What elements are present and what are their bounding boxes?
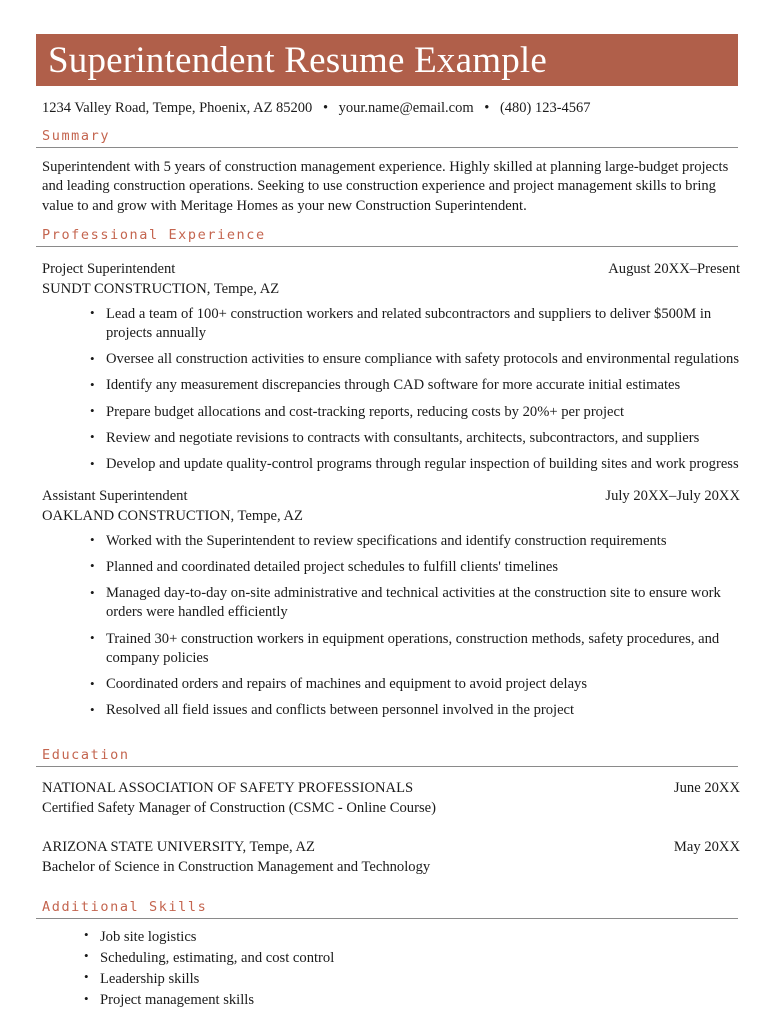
education-entry [42, 779, 740, 818]
experience-entry [42, 487, 740, 720]
skills-list-wrapper [36, 927, 738, 1011]
job-bullet-list [42, 305, 740, 475]
contact-address: 1234 Valley Road, Tempe, Phoenix, AZ 85200 [42, 100, 313, 116]
section-heading-education: Education [36, 747, 738, 767]
job-organization: OAKLAND CONSTRUCTION, Tempe, AZ [42, 507, 303, 524]
job-date: August 20XX–Present [608, 261, 740, 278]
contact-email[interactable]: your.name@email.com [338, 100, 474, 116]
section-heading-experience: Professional Experience [36, 227, 738, 247]
contact-separator-1: • [322, 100, 329, 116]
section-skills [36, 899, 738, 1011]
education-institution: ARIZONA STATE UNIVERSITY, Tempe, AZ [42, 838, 315, 855]
list-item: • Resolved all field issues and conflicts between personnel involved in the project [90, 701, 740, 720]
education-degree: Certified Safety Manager of Construction (CSMC - Online Course) [42, 799, 436, 816]
list-item: • Lead a team of 100+ construction workers and related subcontractors and suppliers to deliver $500M in projects annually [90, 305, 740, 344]
candidate-name: Superintendent Resume Example [48, 39, 548, 81]
list-item: • Scheduling, estimating, and cost control [84, 948, 734, 969]
section-experience [36, 227, 738, 720]
job-title: Project Superintendent [42, 261, 176, 278]
job-organization: SUNDT CONSTRUCTION, Tempe, AZ [42, 280, 280, 297]
education-entry-header [42, 838, 740, 857]
list-item: • Worked with the Superintendent to review specifications and identify construction requirements [90, 532, 740, 551]
experience-entry [42, 260, 740, 474]
list-item: • Planned and coordinated detailed project schedules to fulfill clients' timelines [90, 558, 740, 577]
list-item: • Prepare budget allocations and cost-tracking reports, reducing costs by 20%+ per project [90, 403, 740, 422]
list-item: • Leadership skills [84, 969, 734, 990]
list-item: • Identify any measurement discrepancies through CAD software for more accurate initial estimates [90, 376, 740, 395]
experience-entry-header [42, 487, 740, 506]
list-item: • Job site logistics [84, 927, 734, 948]
contact-line [42, 100, 738, 117]
education-entry-header [42, 779, 740, 798]
section-education [36, 747, 738, 877]
list-item: • Trained 30+ construction workers in equipment operations, construction methods, safety procedures, and company policies [90, 630, 740, 669]
education-date: June 20XX [673, 779, 740, 796]
list-item: • Managed day-to-day on-site administrative and technical activities at the construction site to ensure work orders were handled efficiently [90, 584, 740, 623]
list-item: • Review and negotiate revisions to contracts with consultants, architects, subcontractors, and suppliers [90, 429, 740, 448]
job-date: July 20XX–July 20XX [605, 488, 740, 505]
list-item: • Project management skills [84, 990, 734, 1011]
name-banner [36, 34, 738, 86]
section-heading-summary: Summary [36, 128, 738, 148]
list-item: • Oversee all construction activities to ensure compliance with safety protocols and environmental regulations [90, 350, 740, 369]
contact-separator-2: • [484, 100, 490, 116]
education-entry [42, 838, 740, 877]
job-title: Assistant Superintendent [42, 488, 188, 505]
section-heading-skills: Additional Skills [36, 899, 738, 919]
list-item: • Develop and update quality-control programs through regular inspection of building sites and work progress [90, 455, 740, 474]
education-institution: NATIONAL ASSOCIATION OF SAFETY PROFESSIONALS [42, 779, 414, 796]
skills-bullet-list [36, 927, 734, 1011]
education-date: May 20XX [673, 838, 740, 855]
contact-phone: (480) 123-4567 [499, 100, 591, 116]
summary-text: Superintendent with 5 years of construction management experience. Highly skilled at planning large-budget projects and leading construction operations. Seeking to use construction experience and project management skills to bring value to and grow with Meritage Homes as your new Construction Superintendent. [42, 159, 729, 214]
experience-entry-header [42, 260, 740, 279]
list-item: • Coordinated orders and repairs of machines and equipment to avoid project delays [90, 675, 740, 694]
section-summary [36, 128, 738, 216]
education-degree: Bachelor of Science in Construction Management and Technology [42, 858, 431, 875]
job-bullet-list [42, 532, 740, 721]
